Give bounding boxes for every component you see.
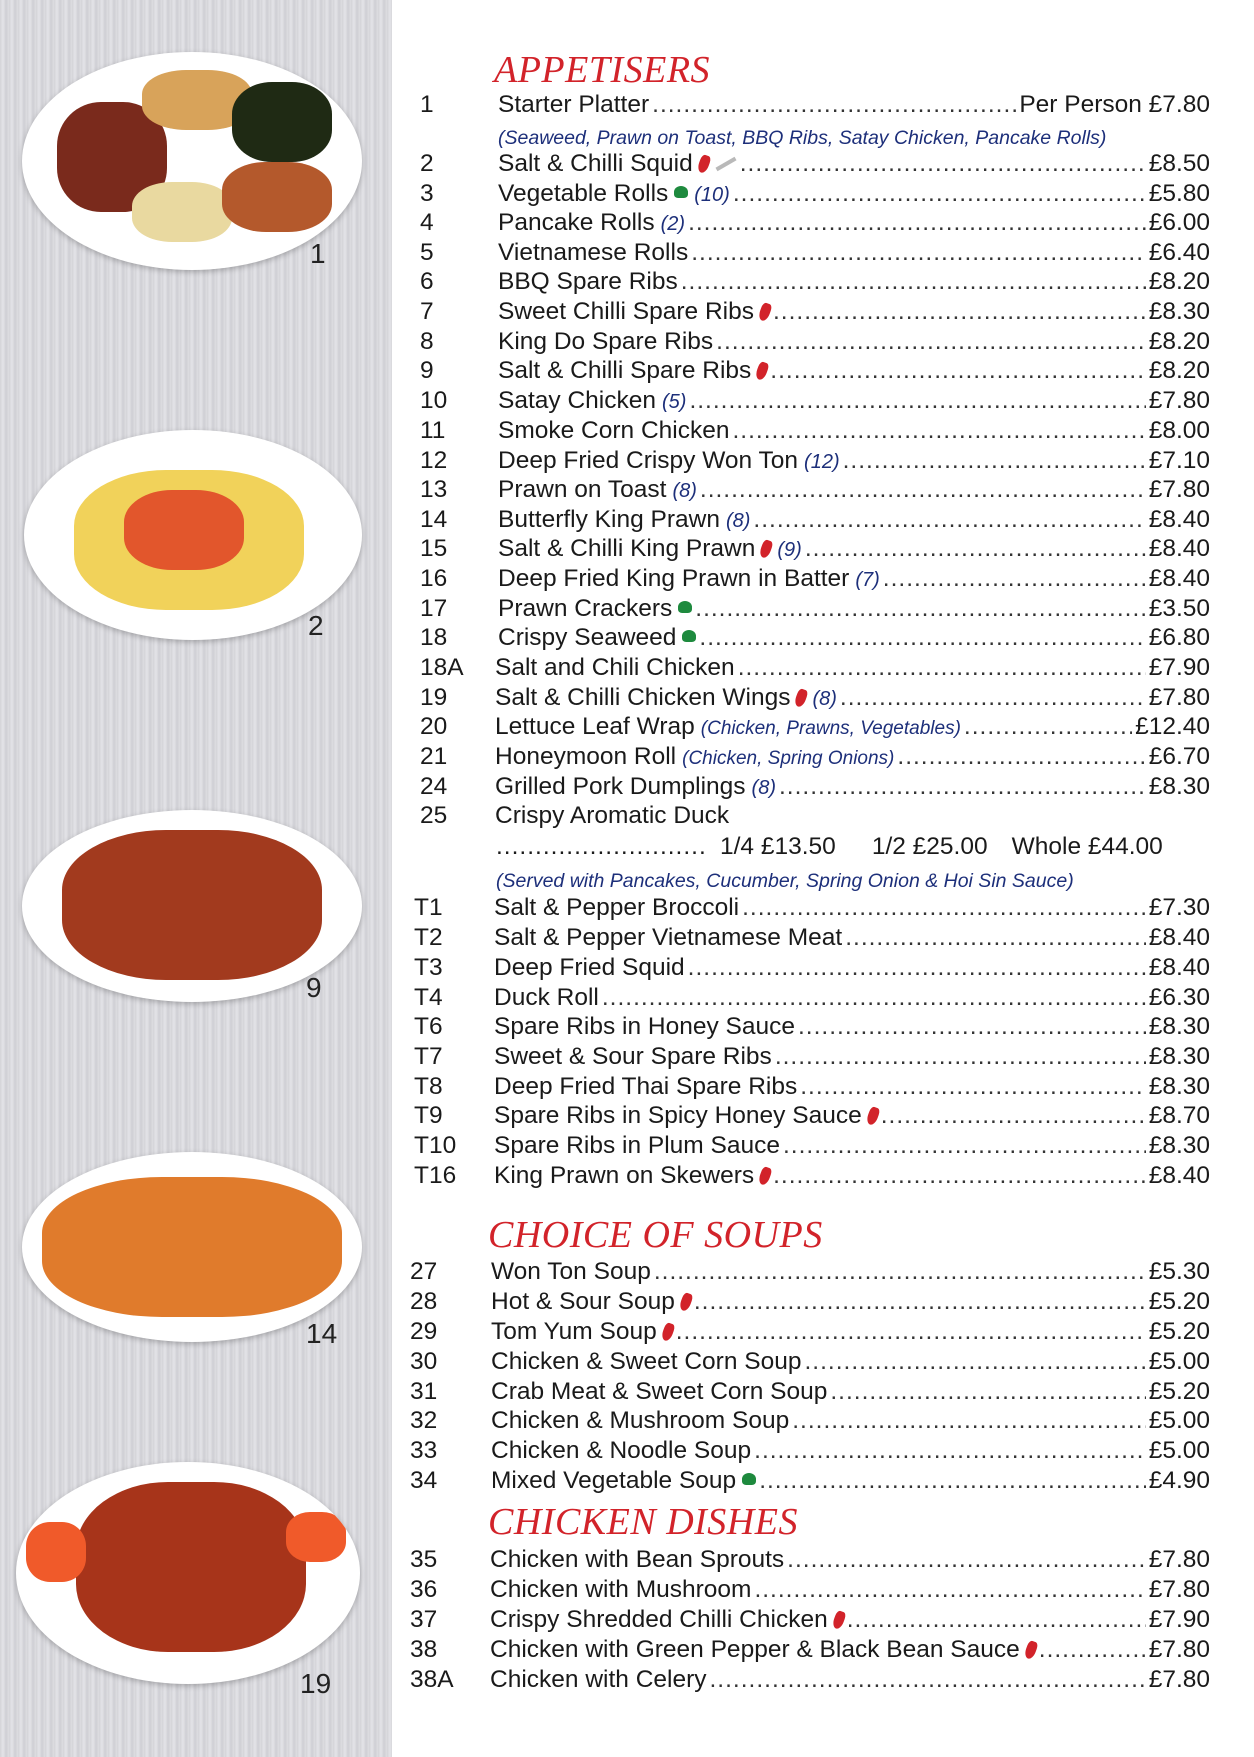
item-name: Salt & Pepper Broccoli: [494, 894, 740, 921]
item-price: £5.00: [1148, 1437, 1210, 1464]
item-price: £6.80: [1148, 624, 1210, 651]
item-price: £5.00: [1148, 1407, 1210, 1434]
item-number: 32: [410, 1407, 438, 1434]
item-number: 18: [420, 624, 448, 651]
dot-leader: [773, 1162, 1146, 1190]
item-price: £8.20: [1148, 328, 1210, 355]
item-price: £8.20: [1148, 357, 1210, 384]
item-number: 20: [420, 713, 448, 740]
dot-leader: [847, 1606, 1146, 1634]
dot-leader: [883, 565, 1146, 593]
chili-icon: [759, 539, 775, 559]
vegetarian-icon: [678, 601, 692, 613]
item-price: £8.30: [1148, 773, 1210, 800]
item-number: 36: [410, 1576, 438, 1603]
dish-photo-4: [22, 1152, 362, 1342]
chili-icon: [678, 1292, 694, 1312]
menu-item-row: [420, 684, 1210, 714]
item-quantity: (10): [694, 184, 730, 206]
dot-leader: [689, 387, 1145, 415]
dot-leader: [716, 328, 1146, 356]
item-name: Spare Ribs in Honey Sauce: [494, 1013, 795, 1040]
chili-icon: [755, 361, 771, 381]
chili-icon: [1023, 1640, 1039, 1660]
item-price: £8.40: [1148, 1162, 1210, 1189]
item-number: 14: [420, 506, 448, 533]
menu-item-row: [420, 476, 1210, 506]
dot-leader: [496, 833, 706, 861]
item-name: Crab Meat & Sweet Corn Soup: [491, 1378, 828, 1405]
item-name: BBQ Spare Ribs: [498, 268, 678, 295]
section-title: CHICKEN DISHES: [488, 1501, 798, 1543]
item-name: Crispy Shredded Chilli Chicken: [490, 1606, 828, 1633]
item-number: 16: [420, 565, 448, 592]
duck-price-quarter: 1/4 £13.50: [720, 833, 836, 860]
dot-leader: [845, 924, 1145, 952]
photo-number: 14: [306, 1318, 338, 1349]
photo-number: 19: [300, 1668, 332, 1699]
item-name: King Prawn on Skewers: [494, 1162, 755, 1189]
duck-price-row: [496, 833, 1206, 861]
menu-item-row: [410, 1467, 1210, 1497]
item-number: 7: [420, 298, 434, 325]
item-price: £5.00: [1148, 1348, 1210, 1375]
menu-item-row: [420, 180, 1210, 210]
menu-item-row: [414, 1073, 1210, 1103]
menu-item-row: [420, 209, 1210, 239]
item-number: T8: [414, 1073, 443, 1100]
dot-leader: [732, 417, 1145, 445]
dot-leader: [652, 91, 1016, 119]
chili-icon: [757, 1166, 773, 1186]
item-quantity: (8): [725, 510, 751, 532]
item-number: 25: [420, 802, 448, 829]
item-price: £8.40: [1148, 954, 1210, 981]
item-number: 21: [420, 743, 448, 770]
item-price: £7.90: [1148, 654, 1210, 681]
menu-item-row: [414, 1132, 1210, 1162]
photo-number: 2: [308, 610, 324, 641]
dot-leader: [792, 1407, 1145, 1435]
item-quantity: (5): [661, 391, 687, 413]
platter-description: (Seaweed, Prawn on Toast, BBQ Ribs, Satay Chicken, Pancake Rolls): [498, 127, 1107, 149]
menu-item-row: [420, 268, 1210, 298]
item-number: 6: [420, 268, 434, 295]
item-price: £6.00: [1148, 209, 1210, 236]
item-quantity: (8): [751, 777, 776, 799]
dot-leader: [759, 1467, 1146, 1495]
item-name: Salt & Pepper Vietnamese Meat: [494, 924, 843, 951]
item-price: £8.40: [1148, 565, 1210, 592]
dot-leader: [699, 624, 1145, 652]
dot-leader: [695, 595, 1145, 623]
item-name: Starter Platter: [498, 91, 650, 118]
item-price: £7.80: [1148, 684, 1210, 711]
item-name: Deep Fried King Prawn in Batter: [498, 565, 850, 592]
menu-item-row: [420, 773, 1210, 803]
dot-leader: [805, 1348, 1146, 1376]
item-price: £7.80: [1148, 387, 1210, 414]
item-number: 4: [420, 209, 434, 236]
item-number: T16: [414, 1162, 457, 1189]
item-number: 18A: [420, 654, 464, 681]
item-number: T9: [414, 1102, 443, 1129]
item-price: £7.80: [1148, 1636, 1210, 1663]
menu-item-row: [420, 239, 1210, 269]
item-name: Chicken with Bean Sprouts: [490, 1546, 785, 1573]
item-price: £7.80: [1148, 1666, 1210, 1693]
item-name: Smoke Corn Chicken: [498, 417, 730, 444]
dish-photo-2: [24, 430, 362, 640]
menu-item-row: [414, 984, 1210, 1014]
item-quantity: (7): [855, 569, 880, 591]
menu-item-row: [410, 1288, 1210, 1318]
dot-leader: [694, 1288, 1146, 1316]
item-name: Lettuce Leaf Wrap: [495, 713, 695, 740]
dot-leader: [770, 357, 1145, 385]
menu-item-row: [420, 387, 1210, 417]
dot-leader: [843, 447, 1146, 475]
item-number: 35: [410, 1546, 438, 1573]
item-price: £8.40: [1148, 924, 1210, 951]
vegetarian-icon: [682, 630, 696, 642]
duck-description: (Served with Pancakes, Cucumber, Spring Onion & Hoi Sin Sauce): [496, 870, 1074, 892]
menu-item-row: [414, 1013, 1210, 1043]
item-name: Salt & Chilli King Prawn: [498, 535, 756, 562]
item-number: 27: [410, 1258, 438, 1285]
item-price: Per Person £7.80: [1019, 91, 1210, 118]
menu-item-row: [420, 535, 1210, 565]
item-price: £5.20: [1148, 1288, 1210, 1315]
item-name: Spare Ribs in Plum Sauce: [494, 1132, 780, 1159]
item-name: Sweet Chilli Spare Ribs: [498, 298, 754, 325]
item-name: Crispy Seaweed: [498, 624, 677, 651]
item-number: 2: [420, 150, 434, 177]
item-name: Duck Roll: [494, 984, 599, 1011]
menu-item-row: [420, 417, 1210, 447]
item-name: Salt & Chilli Spare Ribs: [498, 357, 752, 384]
item-name: Grilled Pork Dumplings: [495, 773, 746, 800]
dot-leader: [775, 1043, 1146, 1071]
dot-leader: [830, 1378, 1145, 1406]
item-name: Deep Fried Crispy Won Ton: [498, 447, 799, 474]
menu-item-row: [410, 1666, 1210, 1696]
feather-icon: [715, 157, 736, 171]
item-price: £5.20: [1148, 1318, 1210, 1345]
menu-item-row: [414, 1162, 1210, 1192]
item-quantity: (8): [812, 688, 837, 710]
item-price: £8.30: [1148, 1073, 1210, 1100]
item-price: £5.30: [1148, 1258, 1210, 1285]
item-number: T10: [414, 1132, 457, 1159]
item-price: £7.80: [1148, 1546, 1210, 1573]
item-price: £8.00: [1148, 417, 1210, 444]
item-price: £3.50: [1148, 595, 1210, 622]
item-price: £8.30: [1148, 1132, 1210, 1159]
item-name: Deep Fried Squid: [494, 954, 685, 981]
item-price: £7.90: [1148, 1606, 1210, 1633]
dot-leader: [742, 894, 1146, 922]
menu-item-row: [410, 1636, 1210, 1666]
menu-item-row: [410, 1348, 1210, 1378]
menu-item-row: [420, 328, 1210, 358]
menu-item-row: [420, 565, 1210, 595]
menu-item-row: [420, 91, 1210, 121]
item-description: (Chicken, Spring Onions): [682, 748, 895, 769]
dot-leader: [691, 239, 1145, 267]
dot-leader: [805, 535, 1146, 563]
item-number: T1: [414, 894, 443, 921]
menu-item-row: [414, 954, 1210, 984]
item-price: £6.30: [1148, 984, 1210, 1011]
item-name: King Do Spare Ribs: [498, 328, 714, 355]
dot-leader: [688, 209, 1146, 237]
menu-item-row: [410, 1606, 1210, 1636]
item-number: 1: [420, 91, 434, 118]
item-number: 38: [410, 1636, 438, 1663]
menu-item-row: [414, 924, 1210, 954]
item-name: Chicken & Sweet Corn Soup: [491, 1348, 802, 1375]
item-name: Mixed Vegetable Soup: [491, 1467, 737, 1494]
item-price: £8.30: [1148, 298, 1210, 325]
item-price: £8.30: [1148, 1013, 1210, 1040]
item-number: T6: [414, 1013, 443, 1040]
item-name: Vegetable Rolls: [498, 180, 669, 207]
item-name: Salt and Chili Chicken: [495, 654, 735, 681]
item-name: Crispy Aromatic Duck: [495, 802, 730, 829]
item-price: £4.90: [1148, 1467, 1210, 1494]
item-name: Hot & Sour Soup: [491, 1288, 675, 1315]
dot-leader: [783, 1132, 1146, 1160]
item-number: 19: [420, 684, 448, 711]
dot-leader: [700, 476, 1146, 504]
menu-item-row: [410, 1546, 1210, 1576]
item-quantity: (2): [660, 213, 686, 235]
item-name: Chicken with Celery: [490, 1666, 707, 1693]
item-quantity: (8): [672, 480, 697, 502]
menu-item-row: [420, 447, 1210, 477]
item-price: £7.10: [1148, 447, 1210, 474]
item-number: 3: [420, 180, 434, 207]
item-name: Sweet & Sour Spare Ribs: [494, 1043, 772, 1070]
vegetarian-icon: [674, 186, 688, 198]
menu-item-row: [420, 506, 1210, 536]
item-name: Prawn Crackers: [498, 595, 673, 622]
vegetarian-icon: [742, 1473, 756, 1485]
item-price: £8.50: [1148, 150, 1210, 177]
item-number: T3: [414, 954, 443, 981]
item-number: 37: [410, 1606, 438, 1633]
item-price: £6.70: [1148, 743, 1210, 770]
item-price: £8.30: [1148, 1043, 1210, 1070]
dot-leader: [654, 1258, 1146, 1286]
dot-leader: [602, 984, 1146, 1012]
dish-photo-5: [16, 1462, 360, 1684]
chili-icon: [757, 302, 773, 322]
photo-number: 9: [306, 972, 322, 1003]
item-name: Honeymoon Roll: [495, 743, 677, 770]
item-number: 29: [410, 1318, 438, 1345]
chili-icon: [794, 688, 810, 708]
item-number: 8: [420, 328, 434, 355]
item-price: £8.20: [1148, 268, 1210, 295]
item-number: 11: [420, 417, 446, 444]
menu-item-row: [410, 1407, 1210, 1437]
item-name: Salt & Chilli Chicken Wings: [495, 684, 791, 711]
menu-item-row: [420, 743, 1210, 773]
item-number: 15: [420, 535, 448, 562]
item-price: £8.70: [1148, 1102, 1210, 1129]
item-name: Chicken with Mushroom: [490, 1576, 752, 1603]
item-price: £6.40: [1148, 239, 1210, 266]
dot-leader: [753, 506, 1145, 534]
section-title: APPETISERS: [494, 49, 711, 91]
menu-item-row: [420, 802, 1210, 832]
item-number: T2: [414, 924, 443, 951]
menu-item-row: [420, 713, 1210, 743]
menu-item-row: [410, 1576, 1210, 1606]
item-price: £5.20: [1148, 1378, 1210, 1405]
duck-price-whole: Whole £44.00: [1011, 833, 1163, 860]
item-number: 31: [410, 1378, 438, 1405]
dot-leader: [897, 743, 1145, 771]
item-number: 24: [420, 773, 448, 800]
item-name: Vietnamese Rolls: [498, 239, 689, 266]
chili-icon: [696, 154, 712, 174]
dot-leader: [1039, 1636, 1146, 1664]
menu-item-row: [420, 357, 1210, 387]
item-name: Won Ton Soup: [491, 1258, 651, 1285]
dot-leader: [754, 1437, 1146, 1465]
item-number: 17: [420, 595, 448, 622]
dot-leader: [881, 1102, 1146, 1130]
item-name: Butterfly King Prawn: [498, 506, 720, 533]
menu-item-row: [414, 894, 1210, 924]
item-description: (Chicken, Prawns, Vegetables): [700, 718, 961, 739]
item-number: 12: [420, 447, 448, 474]
dot-leader: [964, 713, 1132, 741]
menu-item-row: [420, 298, 1210, 328]
dot-leader: [688, 954, 1146, 982]
item-name: Spare Ribs in Spicy Honey Sauce: [494, 1102, 862, 1129]
item-name: Prawn on Toast: [498, 476, 667, 503]
item-number: 9: [420, 357, 434, 384]
item-number: 13: [420, 476, 448, 503]
item-name: Chicken with Green Pepper & Black Bean Sauce: [490, 1636, 1020, 1663]
item-name: Deep Fried Thai Spare Ribs: [494, 1073, 798, 1100]
photo-number: 1: [310, 238, 326, 269]
menu-item-row: [410, 1258, 1210, 1288]
menu-item-row: [410, 1378, 1210, 1408]
menu-item-row: [420, 595, 1210, 625]
menu-item-row: [414, 1102, 1210, 1132]
item-price: £7.80: [1148, 1576, 1210, 1603]
dot-leader: [754, 1576, 1145, 1604]
dot-leader: [738, 654, 1146, 682]
dot-leader: [676, 1318, 1146, 1346]
menu-item-row: [420, 654, 1210, 684]
duck-price-half: 1/2 £25.00: [871, 833, 988, 860]
item-name: Salt & Chilli Squid: [498, 150, 693, 177]
item-price: £7.30: [1148, 894, 1210, 921]
item-quantity: (12): [804, 451, 840, 473]
item-price: £8.40: [1148, 535, 1210, 562]
dot-leader: [710, 1666, 1146, 1694]
item-number: 30: [410, 1348, 438, 1375]
item-number: 38A: [410, 1666, 454, 1693]
photo-sidebar: [0, 0, 392, 1757]
item-number: T7: [414, 1043, 443, 1070]
dot-leader: [787, 1546, 1146, 1574]
menu-item-row: [410, 1318, 1210, 1348]
menu-item-row: [420, 150, 1210, 180]
item-number: 34: [410, 1467, 438, 1494]
menu-item-row: [420, 624, 1210, 654]
item-price: £12.40: [1135, 713, 1210, 740]
chili-icon: [865, 1106, 881, 1126]
dot-leader: [840, 684, 1146, 712]
item-name: Chicken & Mushroom Soup: [491, 1407, 790, 1434]
chili-icon: [831, 1610, 847, 1630]
item-number: 28: [410, 1288, 438, 1315]
item-number: 33: [410, 1437, 438, 1464]
dot-leader: [798, 1013, 1146, 1041]
dot-leader: [733, 180, 1146, 208]
item-price: £5.80: [1148, 180, 1210, 207]
dot-leader: [740, 150, 1146, 178]
dot-leader: [779, 773, 1146, 801]
item-name: Satay Chicken: [498, 387, 656, 414]
item-name: Chicken & Noodle Soup: [491, 1437, 752, 1464]
item-number: 5: [420, 239, 434, 266]
dot-leader: [800, 1073, 1145, 1101]
dot-leader: [773, 298, 1146, 326]
item-name: Pancake Rolls: [498, 209, 655, 236]
item-name: Tom Yum Soup: [491, 1318, 657, 1345]
menu-item-row: [410, 1437, 1210, 1467]
item-number: 10: [420, 387, 448, 414]
item-quantity: (9): [777, 539, 802, 561]
chili-icon: [660, 1322, 676, 1342]
item-number: T4: [414, 984, 443, 1011]
item-price: £7.80: [1148, 476, 1210, 503]
section-title: CHOICE OF SOUPS: [488, 1214, 823, 1256]
dot-leader: [681, 268, 1146, 296]
item-price: £8.40: [1148, 506, 1210, 533]
menu-item-row: [414, 1043, 1210, 1073]
